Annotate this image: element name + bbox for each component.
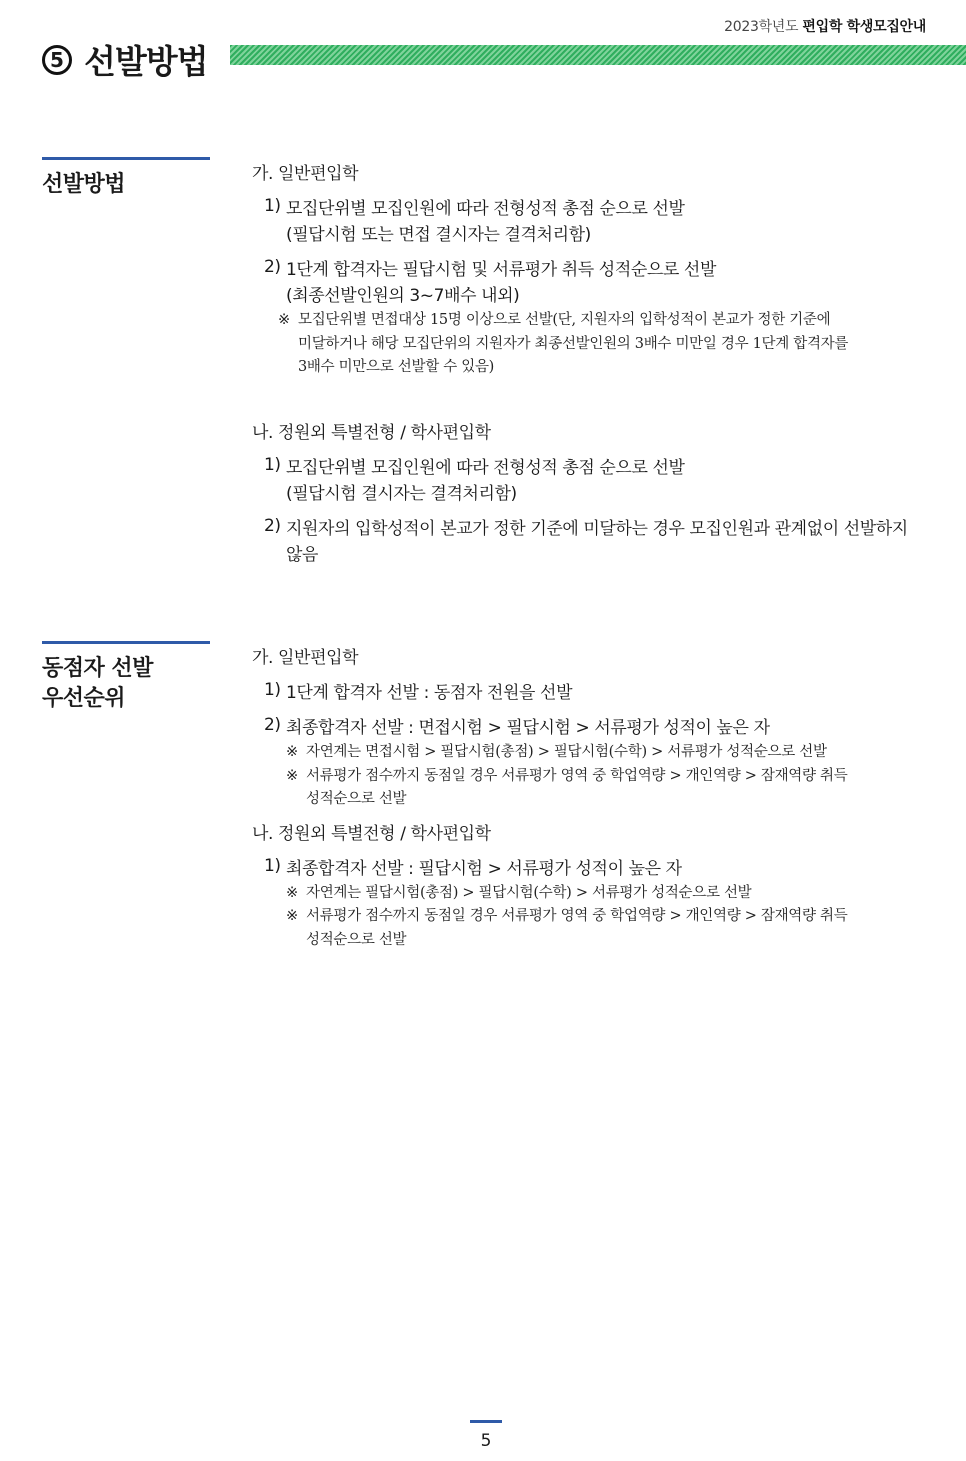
list-item: 2) 최종합격자 선발 : 면접시험 > 필답시험 > 서류평가 성적이 높은 자 ※ 자연계는 면접시험 > 필답시험(총점) > 필답시험(수학) > 서류평가 성적순으로 선발 ※ 서류평가 점수까지 동점일 경우 서류평가 영역 중 학업역량 > 개인역량 > 잠재역량 취득 성적순으로 선발 (264, 715, 932, 812)
running-header (724, 16, 926, 36)
section-heading: 동점자 선발 우선순위 (42, 641, 210, 714)
note-mark: ※ (286, 908, 298, 924)
list-item: 1) 모집단위별 모집인원에 따라 전형성적 총점 순으로 선발 (필답시험 결시자는 결격처리함) (264, 454, 685, 504)
circled-number: 5 (42, 45, 72, 75)
header-year: 2023학년도 (724, 19, 799, 35)
page-title (42, 36, 208, 83)
section-body (252, 161, 932, 577)
subsection-heading: 가. 일반편입학 (252, 164, 359, 184)
header-title: 편입학 학생모집안내 (802, 19, 926, 35)
subsection-heading: 나. 정원외 특별전형 / 학사편입학 (252, 422, 491, 443)
section-heading: 선발방법 (42, 157, 210, 200)
note-mark: ※ (278, 312, 290, 328)
page-number: 5 (470, 1420, 502, 1451)
note-mark: ※ (286, 744, 298, 760)
note: ※ 자연계는 필답시험(총점) > 필답시험(수학) > 서류평가 성적순으로 선발 (286, 882, 932, 906)
list-item: 1) 최종합격자 선발 : 필답시험 > 서류평가 성적이 높은 자 ※ 자연계는 필답시험(총점) > 필답시험(수학) > 서류평가 성적순으로 선발 ※ 서류평가 점수까지 동점일 경우 서류평가 영역 중 학업역량 > 개인역량 > 잠재역량 취득 성적순으로 선발 (264, 856, 932, 953)
note: ※ 서류평가 점수까지 동점일 경우 서류평가 영역 중 학업역량 > 개인역량 > 잠재역량 취득 성적순으로 선발 (286, 765, 932, 812)
list-item: 1) 1단계 합격자 선발 : 동점자 전원을 선발 (264, 680, 573, 703)
note: ※ 서류평가 점수까지 동점일 경우 서류평가 영역 중 학업역량 > 개인역량 > 잠재역량 취득 성적순으로 선발 (286, 905, 932, 952)
note-mark: ※ (286, 767, 298, 784)
subsection-heading: 나. 정원외 특별전형 / 학사편입학 (252, 823, 491, 844)
note-mark: ※ (286, 884, 298, 901)
note: ※ 모집단위별 면접대상 15명 이상으로 선발(단, 지원자의 입학성적이 본교가 정한 기준에 미달하거나 해당 모집단위의 지원자가 최종선발인원의 3배수 미만일 경우 1단계 합격자를 3배수 미만으로 선발할 수 있음) (278, 309, 932, 380)
subsection-heading: 가. 일반편입학 (252, 648, 359, 668)
page-title-text: 선발방법 (84, 42, 208, 81)
note: ※ 자연계는 면접시험 > 필답시험(총점) > 필답시험(수학) > 서류평가 성적순으로 선발 (286, 741, 932, 765)
list-item: 2) 1단계 합격자는 필답시험 및 서류평가 취득 성적순으로 선발 (최종선발인원의 3~7배수 내외) ※ 모집단위별 면접대상 15명 이상으로 선발(단, 지원자의 입학성적이 본교가 정한 기준에 미달하거나 해당 모집단위의 지원자가 최종선발인원의 3배수 미만일 경우 1단계 합격자를 3배수 미만으로 선발할 수 있음) (264, 257, 932, 380)
section-body (252, 645, 932, 961)
title-stripe-decoration (230, 45, 966, 65)
list-item: 2) 지원자의 입학성적이 본교가 정한 기준에 미달하는 경우 모집인원과 관계없이 선발하지 않음 (264, 515, 908, 565)
list-item: 1) 모집단위별 모집인원에 따라 전형성적 총점 순으로 선발 (필답시험 또는 면접 결시자는 결격처리함) (264, 196, 685, 245)
